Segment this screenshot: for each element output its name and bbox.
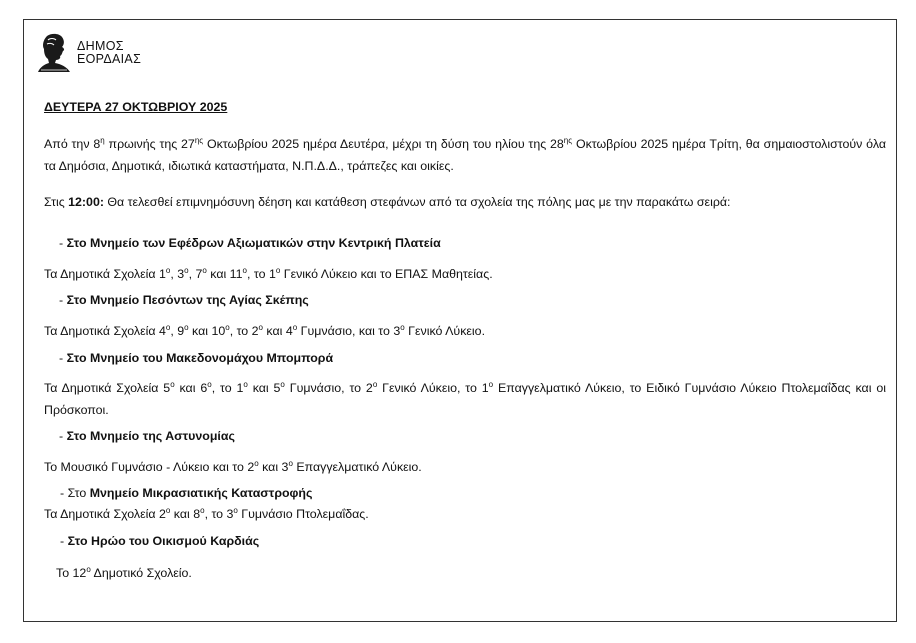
ordinal-superscript: ο: [292, 323, 298, 332]
intro-text-2: πρωινής της 27: [104, 137, 195, 151]
body-text: Τα Δημοτικά Σχολεία 4: [44, 324, 166, 338]
logo-line-2: ΕΟΡΔΑΙΑΣ: [77, 52, 142, 66]
ordinal-superscript: ο: [288, 459, 293, 468]
ordinal-superscript: ο: [233, 506, 238, 515]
body-text: Γενικό Λύκειο.: [404, 324, 486, 338]
body-text: , το 3: [204, 507, 234, 521]
intro-paragraph: [44, 133, 886, 177]
ordinal-superscript: ο: [165, 506, 171, 515]
ordinal-superscript: ο: [243, 380, 248, 389]
body-text: Γυμνάσιο, και το 3: [297, 324, 401, 338]
section-heading: [60, 486, 312, 500]
body-text: , το 2: [229, 324, 259, 338]
section-heading: [59, 351, 333, 365]
body-text: Επαγγελματικό Λύκειο.: [292, 460, 422, 474]
body-text: , 7: [188, 267, 203, 281]
body-text: , το 1: [247, 267, 276, 281]
body-text: και 5: [247, 381, 281, 395]
logo-line-1: ΔΗΜΟΣ: [77, 39, 124, 53]
ordinal-superscript: ο: [372, 380, 378, 389]
body-text: Το 12: [56, 566, 87, 580]
intro-text-4: Οκτωβρίου 2025 ημέρα Τρίτη, θα σημαιοστολιστούν όλα τα Δημόσια, Δημοτικά, ιδιωτικά καταστήματα, Ν.Π.Δ.Δ., τράπεζες και οικίες.: [44, 137, 887, 173]
section-body: [44, 456, 886, 478]
heading-bold: Μνημείο Μικρασιατικής Καταστροφής: [89, 486, 313, 500]
dash: -: [59, 236, 67, 250]
ordinal-superscript: ο: [280, 380, 285, 389]
ordinal-superscript: ο: [275, 266, 281, 275]
ordinal-superscript: ο: [202, 266, 207, 275]
ordinal-superscript: ο: [242, 266, 247, 275]
section-heading: [59, 429, 235, 443]
body-text: Το Μουσικό Γυμνάσιο - Λύκειο και το 2: [44, 460, 255, 474]
section-heading: [59, 293, 309, 307]
body-text: Γυμνάσιο, το 2: [284, 381, 373, 395]
intro-sup-1: η: [100, 136, 105, 145]
intro-text-1: Από την 8: [44, 137, 101, 151]
body-text: Τα Δημοτικά Σχολεία 5: [44, 381, 171, 395]
body-text: , το 1: [211, 381, 244, 395]
bust-emblem-icon: [35, 32, 73, 74]
heading-bold: Στο Μνημείο Πεσόντων της Αγίας Σκέπης: [66, 293, 309, 307]
body-text: Γυμνάσιο Πτολεμαΐδας.: [237, 507, 369, 521]
body-text: Επαγγελματικό Λύκειο, το Ειδικό Γυμνάσιο Λύκειο Πτολεμαΐδας και οι Πρόσκοποι.: [44, 381, 886, 417]
body-text: και 6: [174, 381, 208, 395]
noon-time: 12:00:: [68, 195, 104, 209]
ordinal-superscript: ο: [200, 506, 205, 515]
section-body: [44, 320, 886, 342]
body-text: και 4: [262, 324, 293, 338]
dash: -: [59, 351, 67, 365]
heading-bold: Στο Μνημείο των Εφέδρων Αξιωματικών στην Κεντρική Πλατεία: [66, 236, 441, 250]
municipality-logo: [35, 30, 153, 76]
intro-text-3: Οκτωβρίου 2025 ημέρα Δευτέρα, μέχρι τη δύση του ηλίου της 28: [203, 137, 564, 151]
body-text: Γενικό Λύκειο και το ΕΠΑΣ Μαθητείας.: [280, 267, 493, 281]
dash: -: [60, 486, 68, 500]
heading-plain: Στο: [67, 486, 90, 500]
body-text: , 9: [170, 324, 185, 338]
ordinal-superscript: ο: [86, 565, 91, 574]
ordinal-superscript: ο: [184, 323, 189, 332]
body-text: Γενικό Λύκειο, το 1: [377, 381, 489, 395]
intro-sup-2: ης: [194, 136, 204, 145]
section-heading: [59, 236, 441, 250]
logo-wordmark: [77, 40, 141, 66]
dash: -: [59, 429, 67, 443]
section-body: [44, 377, 886, 421]
ordinal-superscript: ο: [400, 323, 405, 332]
body-text: και 8: [170, 507, 201, 521]
heading-bold: Στο Μνημείο του Μακεδονομάχου Μπομπορά: [66, 351, 334, 365]
section-heading: [60, 534, 259, 548]
section-body: [44, 503, 886, 525]
body-text: και 11: [206, 267, 243, 281]
section-body: [44, 263, 886, 285]
ordinal-superscript: ο: [165, 266, 171, 275]
body-text: Δημοτικό Σχολείο.: [90, 566, 192, 580]
ordinal-superscript: ο: [170, 380, 175, 389]
heading-bold: Στο Μνημείο της Αστυνομίας: [66, 429, 235, 443]
ordinal-superscript: ο: [258, 323, 263, 332]
ordinal-superscript: ο: [184, 266, 189, 275]
body-text: , 3: [170, 267, 185, 281]
heading-bold: Στο Ηρώο του Οικισμού Καρδιάς: [67, 534, 260, 548]
body-text: Τα Δημοτικά Σχολεία 1: [44, 267, 166, 281]
dash: -: [59, 293, 67, 307]
ordinal-superscript: ο: [225, 323, 230, 332]
page-title: ΔΕΥΤΕΡΑ 27 ΟΚΤΩΒΡΙΟΥ 2025: [44, 100, 228, 114]
body-text: Τα Δημοτικά Σχολεία 2: [44, 507, 166, 521]
ordinal-superscript: ο: [488, 380, 494, 389]
dash: -: [60, 534, 68, 548]
intro-sup-3: ης: [563, 136, 573, 145]
section-body: [56, 562, 898, 584]
body-text: και 10: [188, 324, 226, 338]
ordinal-superscript: ο: [207, 380, 212, 389]
noon-prefix: Στις: [44, 195, 69, 209]
ordinal-superscript: ο: [254, 459, 259, 468]
body-text: και 3: [258, 460, 289, 474]
noon-paragraph: [44, 191, 886, 213]
ordinal-superscript: ο: [165, 323, 171, 332]
noon-text: Θα τελεσθεί επιμνημόσυνη δέηση και κατάθεση στεφάνων από τα σχολεία της πόλης μας με την παρακάτω σειρά:: [103, 195, 731, 209]
